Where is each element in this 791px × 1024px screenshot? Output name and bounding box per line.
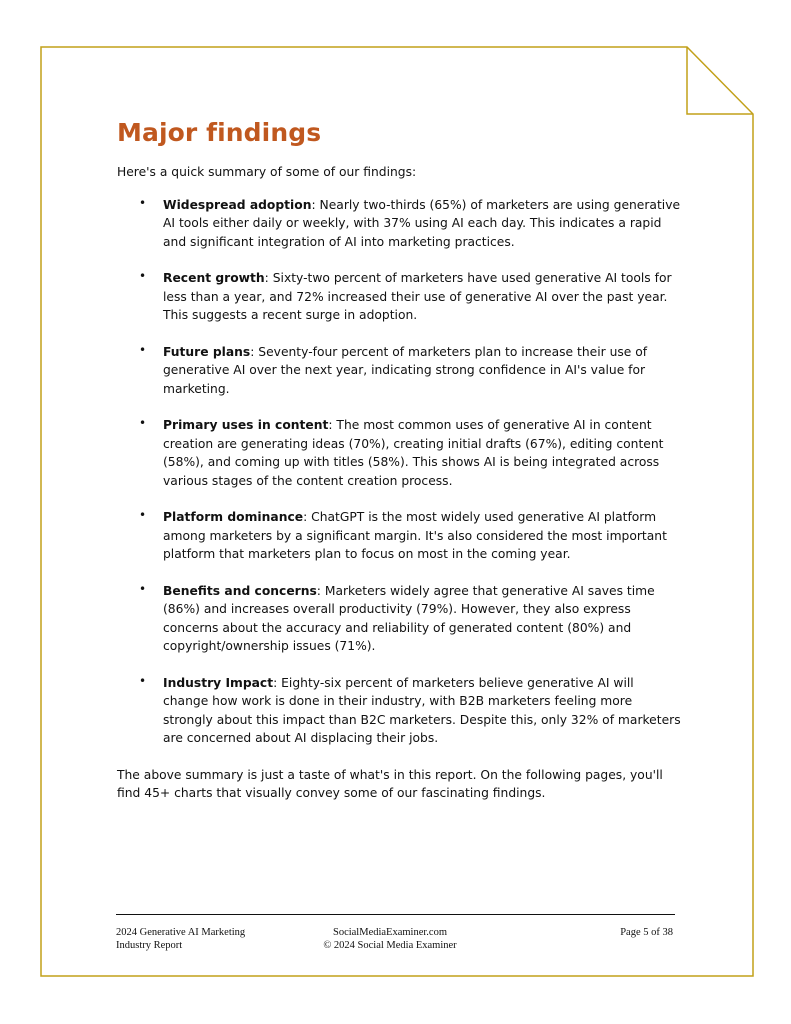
bullet-icon: • bbox=[139, 581, 147, 596]
finding-text: : Eighty-six percent of marketers believe generative AI will change how work is done in their industry, with B2B marketers feeling more strongly about this impact than B2C marketers. Despite this, only 32% of marketers are concerned about AI displacing their jobs. bbox=[163, 675, 681, 745]
finding-item bbox=[117, 582, 681, 656]
finding-text: : Marketers widely agree that generative AI saves time (86%) and increases overall productivity (79%). However, they also express concerns about the accuracy and reliability of generated content (80%) and copyright/ownership issues (71%). bbox=[163, 583, 655, 653]
finding-item bbox=[117, 196, 681, 252]
findings-list bbox=[117, 196, 681, 748]
main-content bbox=[117, 116, 681, 803]
finding-item bbox=[117, 674, 681, 748]
finding-text: : Sixty-two percent of marketers have used generative AI tools for less than a year, and 72% increased their use of generative AI over the past year. This suggests a recent surge in adoption. bbox=[163, 271, 672, 322]
footer-site-url: SocialMediaExaminer.com bbox=[332, 927, 447, 938]
footer-page-number: Page 5 of 38 bbox=[620, 927, 673, 938]
footer-report-title bbox=[116, 926, 296, 952]
finding-heading: Recent growth bbox=[163, 271, 265, 285]
finding-item bbox=[117, 269, 681, 325]
finding-text: : The most common uses of generative AI in content creation are generating ideas (70%), creating initial drafts (67%), editing content (58%), and coming up with titles (58%). This shows AI is being integrated across various stages of the content creation process. bbox=[163, 418, 664, 488]
footer-left-line1: 2024 Generative AI Marketing bbox=[116, 927, 246, 938]
page-title: Major findings bbox=[117, 118, 322, 147]
bullet-icon: • bbox=[139, 673, 147, 688]
bullet-icon: • bbox=[139, 416, 147, 430]
finding-heading: Benefits and concerns bbox=[163, 583, 317, 598]
outro-text: The above summary is just a taste of what's in this report. On the following pages, you'll find 45+ charts that visually convey some of our fascinating findings. bbox=[117, 767, 663, 800]
finding-heading: Platform dominance bbox=[163, 510, 304, 524]
finding-heading: Future plans bbox=[163, 344, 251, 359]
finding-heading: Primary uses in content bbox=[163, 418, 329, 432]
bullet-icon: • bbox=[139, 508, 147, 522]
bullet-icon: • bbox=[139, 195, 147, 210]
bullet-icon: • bbox=[139, 342, 147, 357]
finding-item bbox=[117, 343, 681, 399]
intro-text: Here's a quick summary of some of our findings: bbox=[117, 165, 417, 179]
footer-left-line2: Industry Report bbox=[116, 940, 183, 951]
finding-text: : ChatGPT is the most widely used generative AI platform among marketers by a significant margin. It's also considered the most important platform that marketers plan to focus on most in the coming year. bbox=[163, 510, 667, 561]
footer-copyright: © 2024 Social Media Examiner bbox=[323, 940, 457, 951]
finding-text: : Seventy-four percent of marketers plan to increase their use of generative AI over the next year, indicating strong confidence in AI's value for marketing. bbox=[163, 344, 648, 396]
finding-item bbox=[117, 508, 681, 564]
finding-heading: Industry Impact bbox=[163, 675, 274, 690]
bullet-icon: • bbox=[139, 269, 147, 283]
footer-divider bbox=[116, 914, 675, 915]
finding-item bbox=[117, 416, 681, 490]
footer-site bbox=[300, 926, 480, 952]
finding-heading: Widespread adoption bbox=[163, 197, 312, 212]
finding-text: : Nearly two-thirds (65%) of marketers are using generative AI tools either daily or weekly, with 37% using AI each day. This indicates a rapid and significant integration of AI into marketing practices. bbox=[163, 197, 681, 249]
